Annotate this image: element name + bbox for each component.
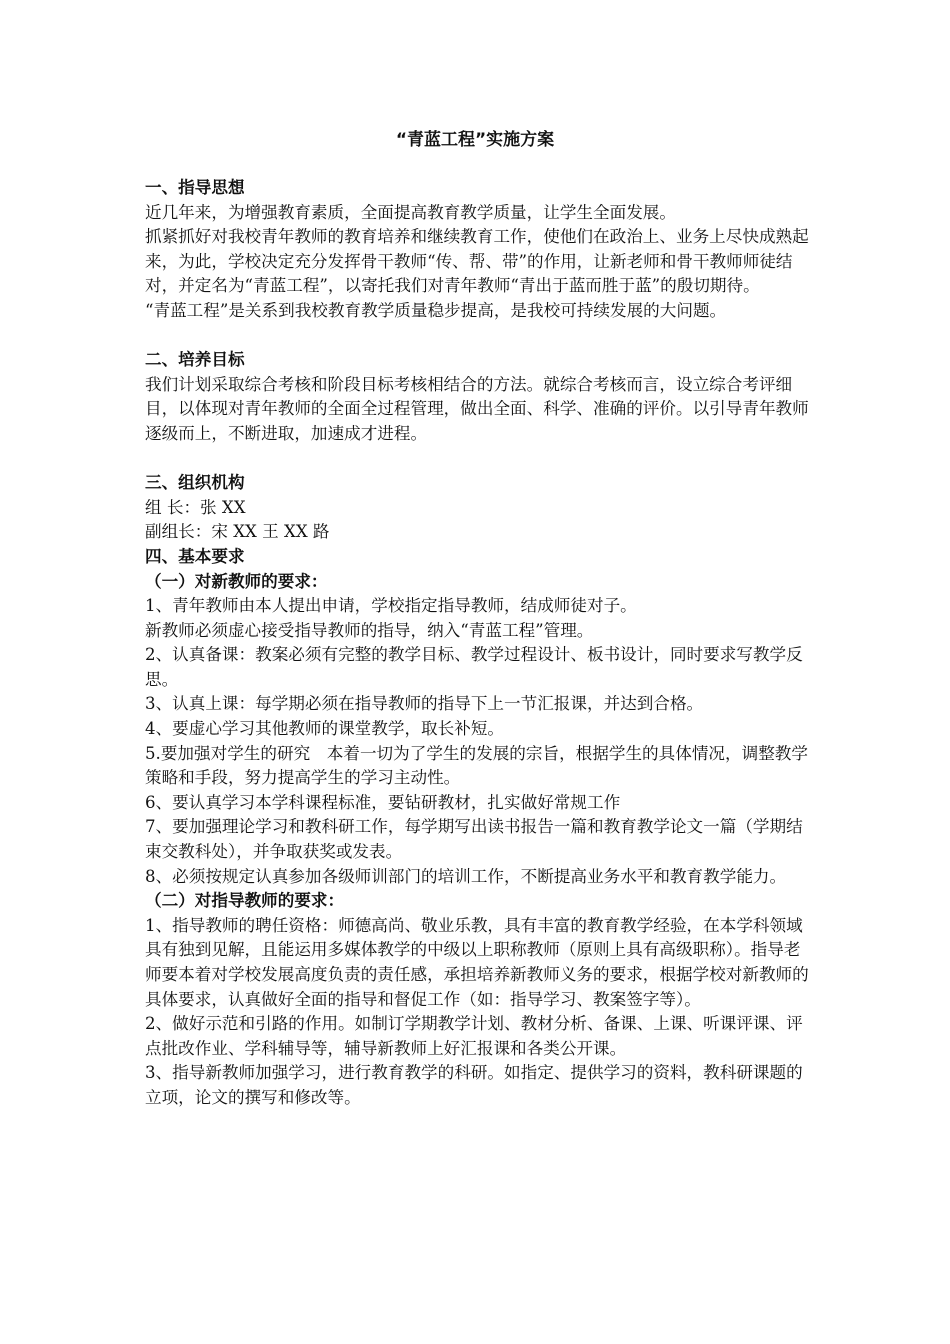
document-body bbox=[145, 176, 810, 1111]
list-item: 3、指导新教师加强学习，进行教育教学的科研。如指定、提供学习的资料，教科研课题的立项，论文的撰写和修改等。 bbox=[145, 1063, 803, 1107]
list-item: 8、必须按规定认真参加各级师训部门的培训工作，不断提高业务水平和教育教学能力。 bbox=[145, 866, 787, 886]
spacer bbox=[145, 324, 810, 349]
list-item: 4、要虚心学习其他教师的课堂教学，取长补短。 bbox=[145, 719, 505, 739]
document-title: “青蓝工程”实施方案 bbox=[395, 130, 555, 150]
list-item: 新教师必须虚心接受指导教师的指导，纳入“青蓝工程”管理。 bbox=[145, 620, 594, 640]
list-item: 7、要加强理论学习和教科研工作，每学期写出读书报告一篇和教育教学论文一篇（学期结束交教科处），并争取获奖或发表。 bbox=[145, 817, 803, 862]
list-item: 1、青年教师由本人提出申请，学校指定指导教师，结成师徒对子。 bbox=[145, 596, 637, 616]
section-heading-basic-requirements: 四、基本要求 bbox=[145, 546, 245, 566]
list-item: 2、做好示范和引路的作用。如制订学期教学计划、教材分析、备课、上课、听课评课、评点批改作业、学科辅导等，辅导新教师上好汇报课和各类公开课。 bbox=[145, 1014, 803, 1058]
paragraph: 我们计划采取综合考核和阶段目标考核相结合的方法。就综合考核而言，设立综合考评细目，以体现对青年教师的全面全过程管理，做出全面、科学、准确的评价。以引导青年教师逐级而上，不断进取，加速成才进程。 bbox=[145, 374, 809, 443]
paragraph: 抓紧抓好对我校青年教师的教育培养和继续教育工作，使他们在政治上、业务上尽快成熟起来，为此，学校决定充分发挥骨干教师“传、帮、带”的作用，让新老师和骨干教师师徒结对，并定名为“青蓝工程”，以寄托我们对青年教师“青出于蓝而胜于蓝”的殷切期待。 bbox=[145, 227, 809, 296]
list-item: 5.要加强对学生的研究 本着一切为了学生的发展的宗旨，根据学生的具体情况，调整教学策略和手段，努力提高学生的学习主动性。 bbox=[145, 743, 808, 788]
subsection-heading-new-teachers: （一）对新教师的要求： bbox=[145, 571, 328, 591]
subsection-heading-mentor-teachers: （二）对指导教师的要求： bbox=[145, 891, 345, 911]
leader-line: 组 长：张 XX bbox=[145, 497, 246, 517]
section-heading-training-goals: 二、培养目标 bbox=[145, 350, 245, 370]
list-item: 6、要认真学习本学科课程标准，要钻研教材，扎实做好常规工作 bbox=[145, 792, 621, 812]
section-heading-organization: 三、组织机构 bbox=[145, 473, 245, 493]
section-heading-guiding-ideology: 一、指导思想 bbox=[145, 178, 245, 197]
list-item: 2、认真备课：教案必须有完整的教学目标、教学过程设计、板书设计，同时要求写教学反思。 bbox=[145, 645, 803, 689]
paragraph: 近几年来，为增强教育素质，全面提高教育教学质量，让学生全面发展。 bbox=[145, 202, 676, 222]
paragraph: “青蓝工程”是关系到我校教育教学质量稳步提高，是我校可持续发展的大问题。 bbox=[145, 300, 727, 320]
spacer bbox=[145, 447, 810, 472]
list-item: 1、指导教师的聘任资格：师德高尚、敬业乐教，具有丰富的教育教学经验，在本学科领域具有独到见解，且能运用多媒体教学的中级以上职称教师（原则上具有高级职称）。指导老师要本着对学校发展高度负责的责任感，承担培养新教师义务的要求，根据学校对新教师的具体要求，认真做好全面的指导和督促工作（如：指导学习、教案签字等）。 bbox=[145, 915, 809, 1009]
deputy-leader-line: 副组长：宋 XX 王 XX 路 bbox=[145, 522, 330, 542]
list-item: 3、认真上课：每学期必须在指导教师的指导下上一节汇报课，并达到合格。 bbox=[145, 694, 704, 714]
